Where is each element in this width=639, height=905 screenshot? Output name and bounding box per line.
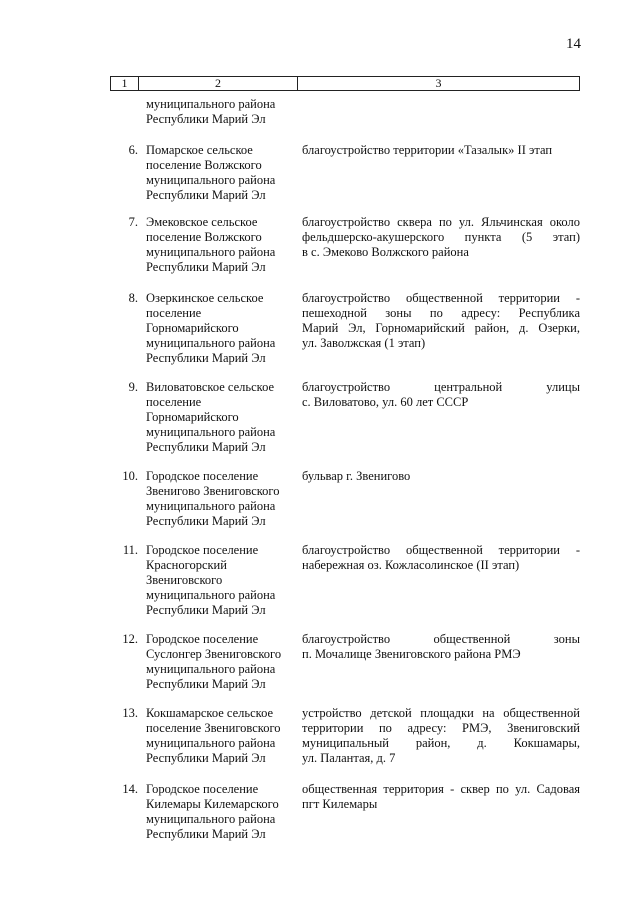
row-number: 10. [122,469,138,483]
object-line: благоустройство общественной зоны [302,632,580,646]
improvement-object [302,543,580,573]
object-line: благоустройство территории «Тазалык» II этап [302,143,553,157]
object-line: территории по адресу: РМЭ, Звениговский [302,721,580,735]
municipality-name: Городское поселение Суслонгер Звениговского муниципального района Республики Марий Эл [146,632,282,691]
row-number: 11. [122,543,138,557]
row-number: 12. [122,632,138,646]
table-header [110,76,580,91]
object-line: пгт Килемары [302,797,378,811]
municipality-name: Городское поселение Килемары Килемарского муниципального района Республики Марий Эл [146,782,279,841]
object-line: общественная территория - сквер по ул. Садовая [302,782,580,796]
row-number: 9. [128,380,138,394]
improvement-object [302,632,580,662]
object-line: муниципальный район, д. Кокшамары, [302,736,580,750]
improvement-object [302,782,580,812]
improvement-object [302,380,580,410]
object-line: благоустройство общественной территории - [302,543,580,557]
object-line: благоустройство общественной территории - [302,291,580,305]
object-line: пешеходной зоны по адресу: Республика [302,306,580,320]
row-number: 6. [128,143,138,157]
page-number: 14 [566,36,581,52]
municipality-name: Помарское сельское поселение Волжского муниципального района Республики Марий Эл [146,143,276,202]
header-col-3: 3 [435,76,442,90]
object-line: в с. Эмеково Волжского района [302,245,469,259]
municipality-name: Виловатовское сельское поселение Горномарийского муниципального района Республики Марий Эл [146,380,276,454]
header-col-1: 1 [111,77,139,90]
municipality-name: Кокшамарское сельское поселение Звениговского муниципального района Республики Марий Эл [146,706,281,765]
improvement-object [302,469,580,484]
row-number: 8. [128,291,138,305]
municipality-name: Городское поселение Звенигово Звениговского муниципального района Республики Марий Эл [146,469,280,528]
municipality-name: Городское поселение Красногорский Звениговского муниципального района Республики Марий Эл [146,543,276,617]
header-col-2: 2 [139,77,298,90]
improvement-object [302,706,580,766]
object-line: с. Виловатово, ул. 60 лет СССР [302,395,469,409]
continuation-name: муниципального района Республики Марий Эл [146,97,276,126]
object-line: благоустройство сквера по ул. Яльчинская около [302,215,580,229]
improvement-object [302,215,580,260]
object-line: бульвар г. Звенигово [302,469,411,483]
municipality-name: Эмековское сельское поселение Волжского муниципального района Республики Марий Эл [146,215,276,274]
object-line: п. Мочалище Звениговского района РМЭ [302,647,521,661]
object-line: Марий Эл, Горномарийский район, д. Озерки, [302,321,580,335]
municipality-name: Озеркинское сельское поселение Горномарийского муниципального района Республики Марий Эл [146,291,276,365]
improvement-object [302,143,580,158]
object-line: набережная оз. Кожласолинское (II этап) [302,558,520,572]
object-line: устройство детской площадки на общественной [302,706,580,720]
object-line: фельдшерско-акушерского пункта (5 этап) [302,230,580,244]
object-line: ул. Палантая, д. 7 [302,751,396,765]
improvement-object [302,291,580,351]
object-line: благоустройство центральной улицы [302,380,580,394]
object-line: ул. Заволжская (1 этап) [302,336,426,350]
row-number: 14. [122,782,138,796]
row-number: 13. [122,706,138,720]
row-number: 7. [128,215,138,229]
